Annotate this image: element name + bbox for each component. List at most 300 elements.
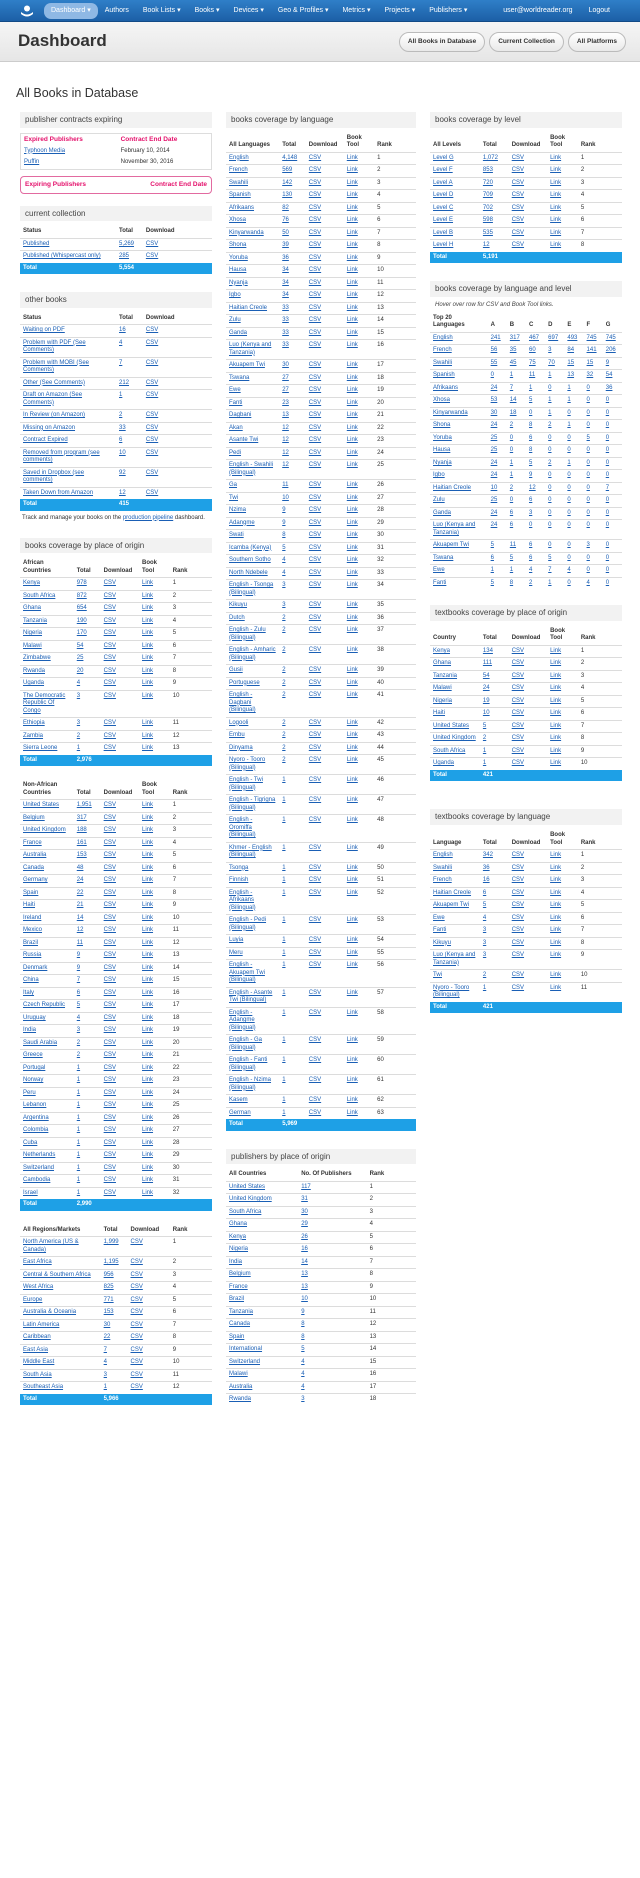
cell-link[interactable]: Link: [142, 1014, 154, 1021]
cell-link[interactable]: 241: [490, 334, 501, 341]
cell-link[interactable]: 21: [76, 902, 84, 909]
cell-link[interactable]: 0: [548, 472, 552, 479]
cell-link[interactable]: 5: [548, 554, 552, 561]
cell-link[interactable]: Link: [142, 617, 154, 624]
cell-link[interactable]: Italy: [23, 989, 35, 996]
cell-link[interactable]: Malawi: [433, 685, 452, 692]
cell-link[interactable]: 1: [282, 817, 286, 824]
cell-link[interactable]: 0: [605, 497, 610, 504]
cell-link[interactable]: 1: [76, 1189, 81, 1196]
cell-link[interactable]: Zulu: [433, 497, 445, 504]
nav-item[interactable]: Projects ▾: [384, 7, 416, 14]
cell-link[interactable]: CSV: [103, 1039, 116, 1046]
nav-item[interactable]: Geo & Profiles ▾: [277, 7, 329, 14]
cell-link[interactable]: Link: [550, 710, 562, 717]
cell-link[interactable]: 3: [76, 720, 81, 727]
cell-link[interactable]: CSV: [103, 592, 116, 599]
cell-link[interactable]: Swahili: [433, 864, 453, 871]
cell-link[interactable]: French: [433, 347, 452, 354]
cell-link[interactable]: 0: [567, 447, 571, 454]
cell-link[interactable]: CSV: [103, 745, 116, 752]
cell-link[interactable]: 56: [490, 347, 498, 354]
cell-link[interactable]: Ghana: [229, 1221, 248, 1228]
cell-link[interactable]: East Africa: [23, 1259, 52, 1266]
cell-link[interactable]: CSV: [103, 1127, 116, 1134]
cell-link[interactable]: Missing on Amazon: [23, 424, 76, 431]
cell-link[interactable]: Link: [142, 939, 154, 946]
cell-link[interactable]: Level C: [433, 204, 454, 211]
cell-link[interactable]: 11: [282, 482, 289, 489]
cell-link[interactable]: French: [229, 167, 248, 174]
cell-link[interactable]: Ewe: [229, 387, 241, 394]
cell-link[interactable]: Link: [346, 732, 358, 739]
cell-link[interactable]: Link: [346, 329, 358, 336]
cell-link[interactable]: CSV: [308, 614, 322, 621]
cell-link[interactable]: CSV: [103, 852, 116, 859]
cell-link[interactable]: Link: [346, 412, 358, 419]
cell-link[interactable]: Khmer - English (Bilingual): [229, 844, 272, 859]
cell-link[interactable]: 317: [76, 814, 87, 821]
cell-link[interactable]: Published (Whispercast only): [23, 253, 101, 260]
cell-link[interactable]: 4: [119, 339, 123, 346]
cell-link[interactable]: CSV: [103, 1089, 116, 1096]
cell-link[interactable]: South Africa: [229, 1208, 262, 1215]
cell-link[interactable]: Level B: [433, 229, 454, 236]
cell-link[interactable]: Link: [142, 827, 154, 834]
cell-link[interactable]: Akuapem Twi: [433, 542, 469, 549]
cell-link[interactable]: 3: [482, 927, 487, 934]
cell-link[interactable]: Link: [346, 1057, 358, 1064]
cell-link[interactable]: Afrikaans: [229, 204, 255, 211]
cell-link[interactable]: Kinyarwanda: [229, 229, 264, 236]
cell-link[interactable]: Logooli: [229, 719, 249, 726]
cell-link[interactable]: Link: [346, 254, 358, 261]
cell-link[interactable]: Link: [346, 864, 358, 871]
cell-link[interactable]: CSV: [103, 977, 116, 984]
cell-link[interactable]: International: [229, 1346, 263, 1353]
cell-link[interactable]: Southeast Asia: [23, 1384, 64, 1391]
cell-link[interactable]: 34: [282, 292, 289, 299]
cell-link[interactable]: CSV: [511, 154, 525, 161]
cell-link[interactable]: 70: [548, 359, 555, 366]
cell-link[interactable]: CSV: [308, 1037, 322, 1044]
cell-link[interactable]: 30: [282, 362, 289, 369]
cell-link[interactable]: CSV: [511, 927, 525, 934]
cell-link[interactable]: CSV: [103, 827, 116, 834]
cell-link[interactable]: CSV: [308, 679, 322, 686]
cell-link[interactable]: French: [433, 877, 452, 884]
logout-link[interactable]: Logout: [588, 7, 610, 14]
cell-link[interactable]: Central & Southern Africa: [23, 1271, 91, 1278]
cell-link[interactable]: CSV: [145, 469, 159, 476]
cell-link[interactable]: 4,148: [282, 154, 298, 161]
cell-link[interactable]: Link: [550, 647, 562, 654]
cell-link[interactable]: Canada: [229, 1321, 251, 1328]
cell-link[interactable]: CSV: [308, 204, 322, 211]
cell-link[interactable]: 1: [282, 864, 286, 871]
cell-link[interactable]: Link: [346, 557, 358, 564]
cell-link[interactable]: Link: [346, 317, 358, 324]
cell-link[interactable]: CSV: [308, 917, 322, 924]
cell-link[interactable]: Portugal: [23, 1064, 46, 1071]
cell-link[interactable]: 2: [119, 412, 123, 419]
cell-link[interactable]: 7: [103, 1346, 107, 1353]
cell-link[interactable]: CSV: [308, 179, 322, 186]
cell-link[interactable]: 12: [282, 424, 289, 431]
cell-link[interactable]: Link: [346, 627, 358, 634]
cell-link[interactable]: 12: [482, 242, 490, 249]
cell-link[interactable]: 1: [76, 1177, 81, 1184]
cell-link[interactable]: 2: [282, 744, 286, 751]
cell-link[interactable]: Link: [346, 192, 358, 199]
cell-link[interactable]: CSV: [308, 374, 322, 381]
cell-link[interactable]: English - Fanti (Bilingual): [229, 1057, 268, 1071]
cell-link[interactable]: Russia: [23, 952, 42, 959]
cell-link[interactable]: CSV: [308, 889, 322, 896]
cell-link[interactable]: Afrikaans: [433, 384, 459, 391]
cell-link[interactable]: CSV: [145, 240, 159, 247]
cell-link[interactable]: Link: [346, 494, 358, 501]
cell-link[interactable]: 467: [528, 334, 539, 341]
cell-link[interactable]: Ghana: [433, 660, 452, 667]
cell-link[interactable]: 0: [605, 522, 610, 529]
cell-link[interactable]: Fanti: [229, 399, 243, 406]
cell-link[interactable]: 14: [76, 914, 84, 921]
cell-link[interactable]: CSV: [130, 1309, 143, 1316]
cell-link[interactable]: English - Dagbani (Bilingual): [229, 692, 256, 714]
cell-link[interactable]: CSV: [308, 304, 322, 311]
cell-link[interactable]: Luyia: [229, 937, 244, 944]
cell-link[interactable]: CSV: [103, 617, 116, 624]
cell-link[interactable]: Igbo: [229, 292, 241, 299]
cell-link[interactable]: Link: [142, 1064, 154, 1071]
cell-link[interactable]: 92: [119, 469, 126, 476]
cell-link[interactable]: Link: [550, 902, 562, 909]
cell-link[interactable]: CSV: [103, 1152, 116, 1159]
cell-link[interactable]: CSV: [103, 655, 116, 662]
cell-link[interactable]: 36: [605, 384, 613, 391]
cell-link[interactable]: Link: [142, 1077, 154, 1084]
cell-link[interactable]: Ga: [229, 482, 238, 489]
cell-link[interactable]: 3: [76, 1027, 81, 1034]
cell-link[interactable]: Link: [550, 179, 562, 186]
cell-link[interactable]: 0: [548, 542, 552, 549]
cell-link[interactable]: CSV: [511, 647, 525, 654]
cell-link[interactable]: 24: [76, 877, 84, 884]
cell-link[interactable]: Link: [346, 374, 358, 381]
cell-link[interactable]: CSV: [511, 952, 525, 959]
cell-link[interactable]: 31: [301, 1196, 308, 1203]
cell-link[interactable]: 12: [76, 927, 84, 934]
cell-link[interactable]: 5: [482, 902, 487, 909]
cell-link[interactable]: CSV: [103, 692, 116, 699]
cell-link[interactable]: CSV: [145, 379, 159, 386]
cell-link[interactable]: Link: [142, 1189, 154, 1196]
cell-link[interactable]: CSV: [145, 489, 159, 496]
cell-link[interactable]: CSV: [308, 732, 322, 739]
cell-link[interactable]: CSV: [308, 482, 322, 489]
cell-link[interactable]: 30: [103, 1321, 111, 1328]
current-collection-button[interactable]: Current Collection: [489, 32, 564, 52]
cell-link[interactable]: 2: [76, 1052, 81, 1059]
cell-link[interactable]: Link: [550, 914, 562, 921]
cell-link[interactable]: Uganda: [23, 680, 45, 687]
cell-link[interactable]: Netherlands: [23, 1152, 56, 1159]
cell-link[interactable]: Asante Twi: [229, 437, 259, 444]
cell-link[interactable]: United Kingdom: [229, 1196, 272, 1203]
cell-link[interactable]: 8: [301, 1321, 305, 1328]
cell-link[interactable]: CSV: [103, 1077, 116, 1084]
all-books-button[interactable]: All Books in Database: [399, 32, 485, 52]
cell-link[interactable]: 1: [76, 745, 81, 752]
cell-link[interactable]: CSV: [511, 242, 525, 249]
cell-link[interactable]: Link: [346, 569, 358, 576]
cell-link[interactable]: 5: [301, 1346, 305, 1353]
cell-link[interactable]: 3: [528, 509, 533, 516]
cell-link[interactable]: 24: [490, 384, 498, 391]
cell-link[interactable]: 1: [490, 567, 494, 574]
cell-link[interactable]: Link: [550, 154, 562, 161]
cell-link[interactable]: Shona: [433, 422, 451, 429]
cell-link[interactable]: CSV: [103, 1139, 116, 1146]
cell-link[interactable]: CSV: [103, 1014, 116, 1021]
cell-link[interactable]: CSV: [308, 692, 322, 699]
cell-link[interactable]: CSV: [308, 424, 322, 431]
cell-link[interactable]: CSV: [308, 279, 322, 286]
cell-link[interactable]: Link: [142, 680, 154, 687]
cell-link[interactable]: CSV: [511, 939, 525, 946]
cell-link[interactable]: 1: [282, 1097, 286, 1104]
cell-link[interactable]: 4: [76, 680, 81, 687]
cell-link[interactable]: 4: [103, 1359, 107, 1366]
cell-link[interactable]: 34: [282, 279, 289, 286]
cell-link[interactable]: 5: [76, 1002, 81, 1009]
cell-link[interactable]: CSV: [145, 253, 159, 260]
cell-link[interactable]: Link: [346, 482, 358, 489]
cell-link[interactable]: 0: [586, 422, 590, 429]
cell-link[interactable]: Zambia: [23, 732, 44, 739]
cell-link[interactable]: 8: [509, 579, 514, 586]
cell-link[interactable]: 6: [76, 989, 81, 996]
cell-link[interactable]: Level E: [433, 217, 454, 224]
cell-link[interactable]: 1: [548, 409, 552, 416]
cell-link[interactable]: Link: [550, 889, 562, 896]
cell-link[interactable]: 5: [528, 397, 533, 404]
cell-link[interactable]: 0: [605, 472, 610, 479]
cell-link[interactable]: CSV: [511, 722, 525, 729]
cell-link[interactable]: English: [229, 154, 249, 161]
cell-link[interactable]: 493: [567, 334, 578, 341]
cell-link[interactable]: 34: [282, 267, 289, 274]
cell-link[interactable]: 5: [490, 579, 494, 586]
cell-link[interactable]: 6: [509, 509, 514, 516]
cell-link[interactable]: CSV: [103, 952, 116, 959]
cell-link[interactable]: 206: [605, 347, 616, 354]
cell-link[interactable]: English - Tsonga (Bilingual): [229, 582, 274, 596]
cell-link[interactable]: 12: [528, 484, 536, 491]
cell-link[interactable]: 0: [548, 447, 552, 454]
cell-link[interactable]: CSV: [103, 1002, 116, 1009]
cell-link[interactable]: CSV: [103, 814, 116, 821]
cell-link[interactable]: Link: [142, 889, 154, 896]
cell-link[interactable]: United States: [433, 722, 470, 729]
cell-link[interactable]: English - Twi (Bilingual): [229, 777, 263, 791]
cell-link[interactable]: CSV: [308, 217, 322, 224]
cell-link[interactable]: CSV: [308, 154, 322, 161]
cell-link[interactable]: 18: [509, 409, 517, 416]
cell-link[interactable]: 6: [528, 434, 533, 441]
cell-link[interactable]: South Africa: [23, 592, 56, 599]
all-platforms-button[interactable]: All Platforms: [568, 32, 626, 52]
cell-link[interactable]: 1: [282, 1057, 286, 1064]
cell-link[interactable]: Link: [346, 917, 358, 924]
cell-link[interactable]: 2: [482, 972, 487, 979]
cell-link[interactable]: 3: [301, 1396, 305, 1403]
cell-link[interactable]: Switzerland: [229, 1358, 261, 1365]
cell-link[interactable]: English - Tigrigna (Bilingual): [229, 797, 276, 811]
cell-link[interactable]: CSV: [103, 989, 116, 996]
cell-link[interactable]: Link: [550, 167, 562, 174]
cell-link[interactable]: Link: [142, 692, 154, 699]
cell-link[interactable]: 598: [482, 217, 493, 224]
cell-link[interactable]: Link: [346, 817, 358, 824]
cell-link[interactable]: Link: [142, 1127, 154, 1134]
cell-link[interactable]: Link: [550, 852, 562, 859]
cell-link[interactable]: India: [23, 1027, 37, 1034]
cell-link[interactable]: 15: [567, 359, 575, 366]
cell-link[interactable]: Gusii: [229, 667, 243, 674]
cell-link[interactable]: Link: [346, 362, 358, 369]
cell-link[interactable]: 36: [282, 254, 289, 261]
cell-link[interactable]: 5,269: [119, 240, 135, 247]
cell-link[interactable]: Xhosa: [229, 217, 247, 224]
cell-link[interactable]: Haitian Creole: [433, 889, 472, 896]
cell-link[interactable]: Link: [550, 972, 562, 979]
cell-link[interactable]: 0: [548, 509, 552, 516]
cell-link[interactable]: 654: [76, 605, 87, 612]
cell-link[interactable]: 0: [548, 497, 552, 504]
cell-link[interactable]: 12: [282, 437, 289, 444]
cell-link[interactable]: 2: [509, 484, 514, 491]
cell-link[interactable]: 10: [301, 1296, 308, 1303]
cell-link[interactable]: 13: [301, 1271, 308, 1278]
cell-link[interactable]: 1: [282, 989, 286, 996]
cell-link[interactable]: 25: [490, 434, 498, 441]
cell-link[interactable]: CSV: [308, 647, 322, 654]
cell-link[interactable]: CSV: [511, 204, 525, 211]
cell-link[interactable]: CSV: [308, 937, 322, 944]
cell-link[interactable]: CSV: [308, 744, 322, 751]
cell-link[interactable]: 2: [282, 757, 286, 764]
cell-link[interactable]: English - Zulu (Bilingual): [229, 627, 266, 641]
cell-link[interactable]: 0: [586, 567, 590, 574]
cell-link[interactable]: 0: [509, 497, 514, 504]
cell-link[interactable]: Link: [346, 614, 358, 621]
cell-link[interactable]: 8: [528, 447, 533, 454]
cell-link[interactable]: CSV: [308, 844, 322, 851]
cell-link[interactable]: CSV: [130, 1284, 143, 1291]
cell-link[interactable]: CSV: [308, 267, 322, 274]
nav-item[interactable]: Publishers ▾: [429, 7, 468, 14]
cell-link[interactable]: CSV: [308, 229, 322, 236]
cell-link[interactable]: Europe: [23, 1296, 43, 1303]
cell-link[interactable]: 1: [528, 384, 533, 391]
cell-link[interactable]: Nyanja: [433, 459, 452, 466]
cell-link[interactable]: CSV: [103, 902, 116, 909]
cell-link[interactable]: CSV: [511, 747, 525, 754]
cell-link[interactable]: Haiti: [23, 902, 36, 909]
cell-link[interactable]: Cambodia: [23, 1177, 51, 1184]
cell-link[interactable]: Ireland: [23, 914, 42, 921]
cell-link[interactable]: Greece: [23, 1052, 43, 1059]
cell-link[interactable]: Ewe: [433, 914, 445, 921]
cell-link[interactable]: 0: [605, 447, 610, 454]
cell-link[interactable]: CSV: [511, 192, 525, 199]
cell-link[interactable]: Link: [142, 630, 154, 637]
cell-link[interactable]: 4: [482, 914, 487, 921]
cell-link[interactable]: Nyoro - Tooro (Bilingual): [229, 757, 266, 771]
cell-link[interactable]: 1: [119, 392, 123, 399]
cell-link[interactable]: 1: [509, 472, 514, 479]
cell-link[interactable]: 1: [282, 937, 286, 944]
cell-link[interactable]: 6: [528, 542, 533, 549]
cell-link[interactable]: 4: [301, 1358, 305, 1365]
cell-link[interactable]: Mexico: [23, 927, 43, 934]
cell-link[interactable]: 11: [76, 939, 83, 946]
cell-link[interactable]: Igbo: [433, 472, 445, 479]
cell-link[interactable]: Draft on Amazon (See Comments): [23, 392, 83, 406]
cell-link[interactable]: United Kingdom: [433, 735, 476, 742]
cell-link[interactable]: CSV: [103, 667, 116, 674]
cell-link[interactable]: Spain: [229, 1333, 245, 1340]
cell-link[interactable]: CSV: [511, 760, 525, 767]
cell-link[interactable]: CSV: [103, 864, 116, 871]
cell-link[interactable]: CSV: [308, 532, 322, 539]
cell-link[interactable]: CSV: [103, 1189, 116, 1196]
cell-link[interactable]: Argentina: [23, 1114, 49, 1121]
cell-link[interactable]: 1: [76, 1139, 81, 1146]
cell-link[interactable]: Problem with MOBI (See Comments): [23, 359, 90, 374]
cell-link[interactable]: 27: [282, 387, 289, 394]
cell-link[interactable]: CSV: [308, 507, 322, 514]
cell-link[interactable]: CSV: [308, 362, 322, 369]
cell-link[interactable]: 7: [548, 567, 552, 574]
cell-link[interactable]: CSV: [145, 424, 159, 431]
cell-link[interactable]: Yoruba: [433, 434, 452, 441]
cell-link[interactable]: 33: [282, 304, 289, 311]
cell-link[interactable]: West Africa: [23, 1284, 54, 1291]
cell-link[interactable]: 0: [528, 409, 533, 416]
cell-link[interactable]: CSV: [308, 949, 322, 956]
cell-link[interactable]: 2: [282, 692, 286, 699]
cell-link[interactable]: CSV: [130, 1239, 143, 1246]
cell-link[interactable]: Kenya: [229, 1233, 247, 1240]
cell-link[interactable]: 0: [586, 384, 590, 391]
cell-link[interactable]: CSV: [308, 412, 322, 419]
cell-link[interactable]: Link: [550, 685, 562, 692]
cell-link[interactable]: Haitian Creole: [229, 304, 268, 311]
cell-link[interactable]: 720: [482, 179, 493, 186]
cell-link[interactable]: Level G: [433, 154, 454, 161]
cell-link[interactable]: CSV: [103, 914, 116, 921]
cell-link[interactable]: 55: [490, 359, 498, 366]
cell-link[interactable]: Norway: [23, 1077, 44, 1084]
cell-link[interactable]: Dagbani: [229, 412, 252, 419]
cell-link[interactable]: Link: [550, 747, 562, 754]
cell-link[interactable]: CSV: [103, 1164, 116, 1171]
cell-link[interactable]: CSV: [130, 1359, 143, 1366]
cell-link[interactable]: Hausa: [229, 267, 247, 274]
